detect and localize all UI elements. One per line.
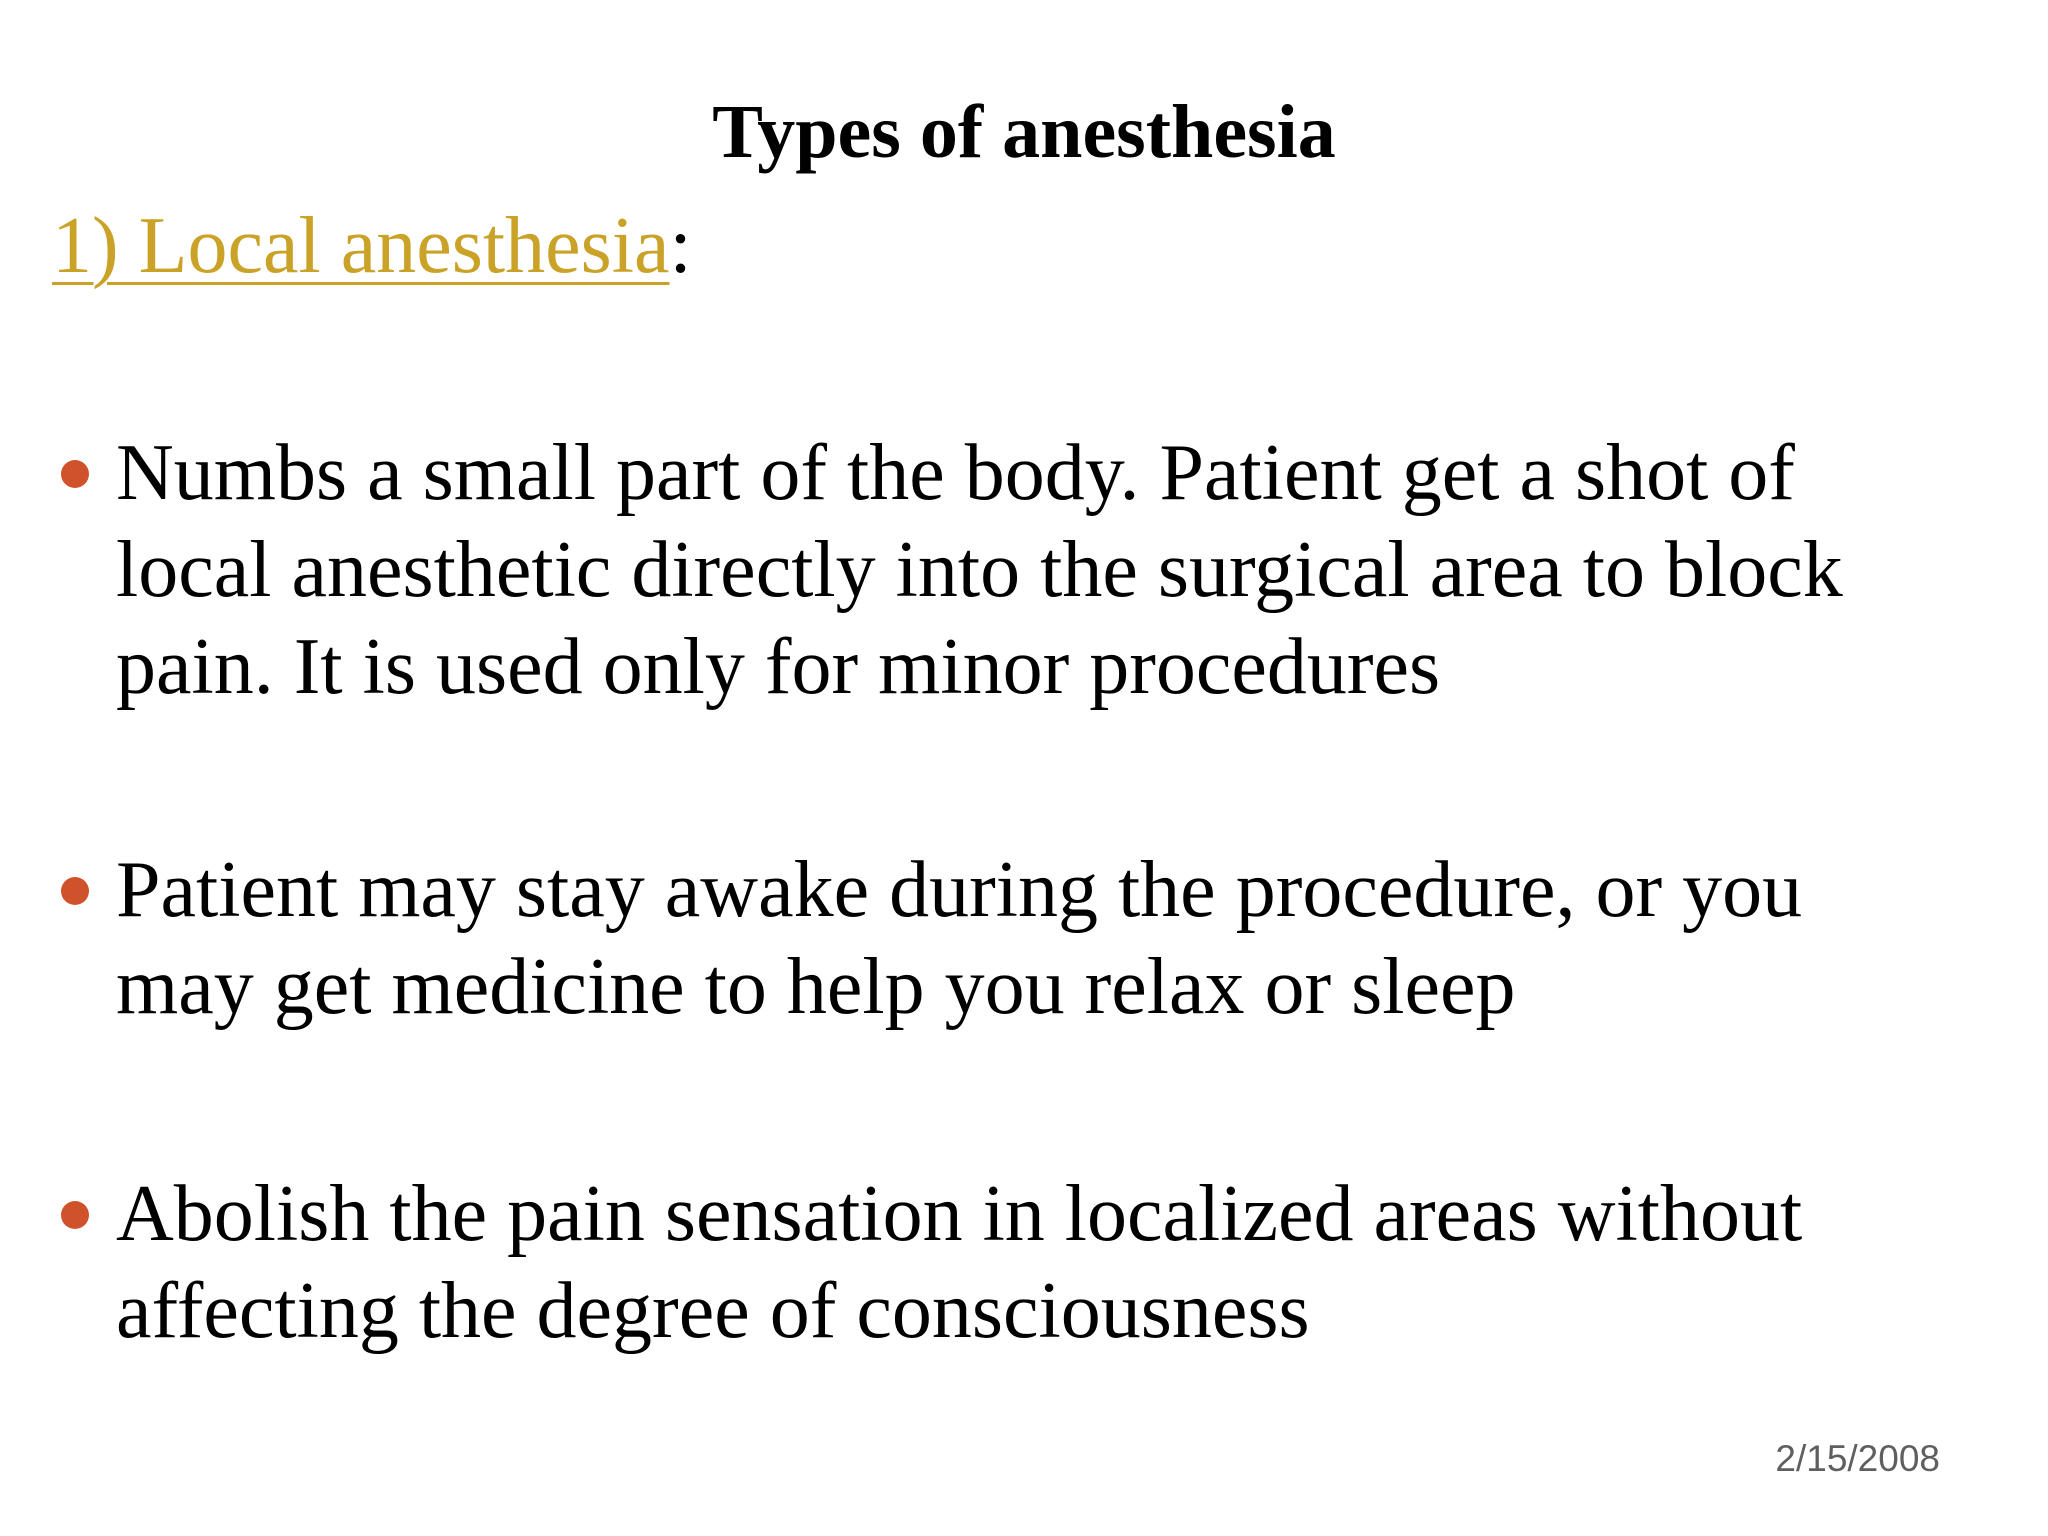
local-anesthesia-link[interactable]: 1) Local anesthesia bbox=[52, 202, 670, 290]
bullet-item bbox=[116, 1166, 1916, 1360]
slide-date: 2/15/2008 bbox=[1775, 1438, 1940, 1479]
bullet-item bbox=[116, 842, 1916, 1036]
section-heading bbox=[52, 196, 692, 296]
bullet-text: Numbs a small part of the body. Patient get a shot of local anesthetic directly into the surgical area to block pain. It is used only for minor procedures bbox=[116, 429, 1843, 711]
bullet-dot-icon bbox=[61, 877, 89, 905]
slide-title: Types of anesthesia bbox=[712, 90, 1336, 174]
bullet-dot-icon bbox=[61, 460, 89, 488]
bullet-text: Patient may stay awake during the procedure, or you may get medicine to help you relax or sleep bbox=[116, 846, 1803, 1031]
heading-colon: : bbox=[669, 202, 692, 290]
bullet-text: Abolish the pain sensation in localized areas without affecting the degree of consciousness bbox=[116, 1170, 1803, 1355]
bullet-item bbox=[116, 425, 1916, 716]
bullet-dot-icon bbox=[61, 1201, 89, 1229]
